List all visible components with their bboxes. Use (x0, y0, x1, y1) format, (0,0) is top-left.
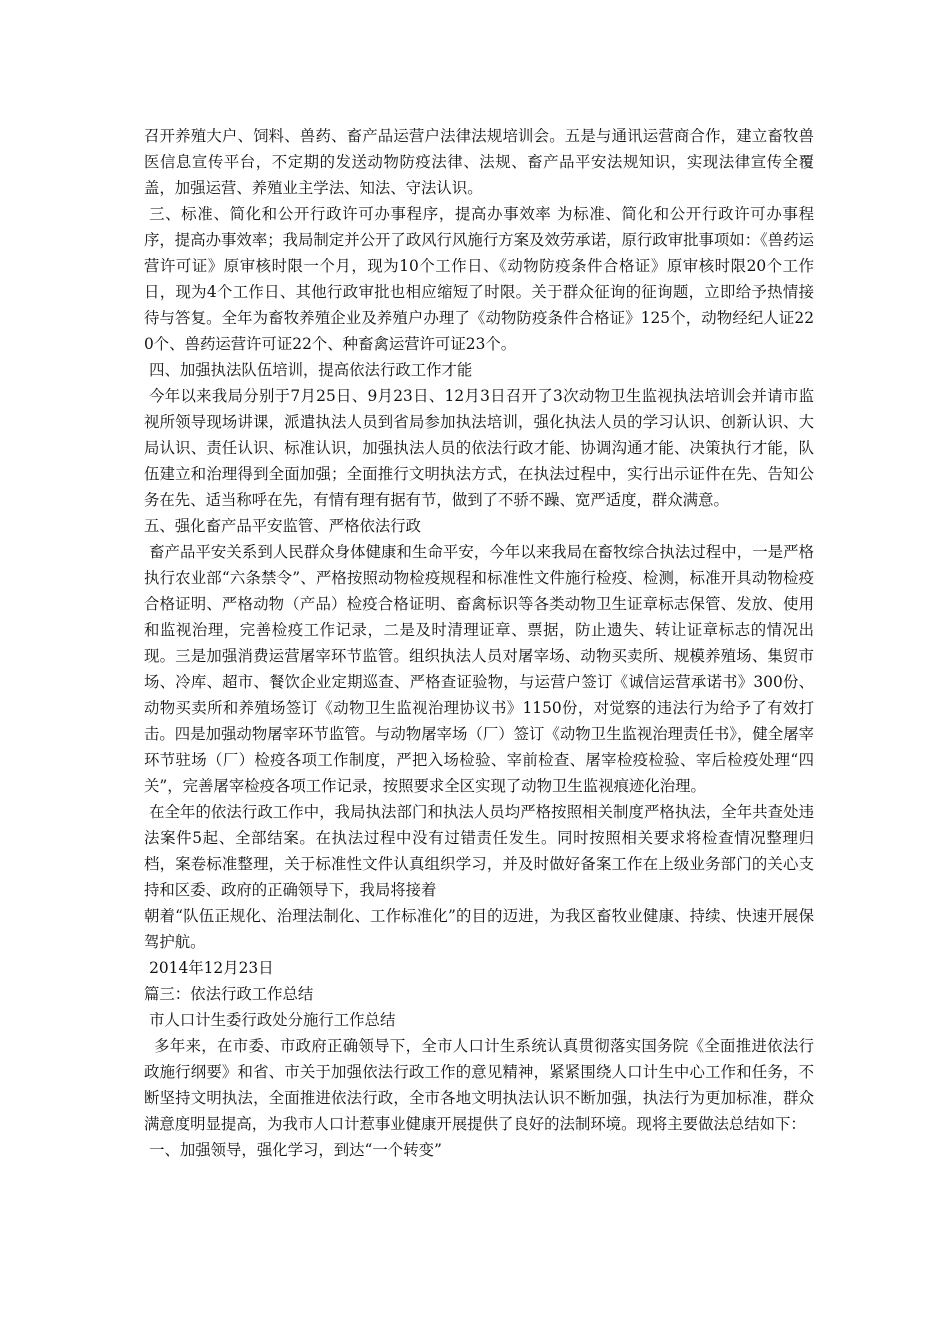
document-date: 2014年12月23日 (149, 959, 274, 977)
document-body (144, 123, 814, 1163)
section-5-paragraph: 畜产品平安关系到人民群众身体健康和生命平安，今年以来我局在畜牧综合执法过程中，一是严格执行农业部“六条禁令”、严格按照动物检疫规程和标准性文件施行检疫、检测，标准开具动物检疫合格证明、严格动物（产品）检疫合格证明、畜禽标识等各类动物卫生证章标志保管、发放、使用和监视治理，完善检疫工作记录，二是及时清理证章、票据，防止遗失、转让证章标志的情况出现。三是加强消费运营屠宰环节监管。组织执法人员对屠宰场、动物买卖所、规模养殖场、集贸市场、冷库、超市、餐饮企业定期巡查、严格查证验物，与运营户签订《诚信运营承诺书》300份、动物买卖所和养殖场签订《动物卫生监视治理协议书》1150份，对觉察的违法行为给予了有效打击。四是加强动物屠宰环节监管。与动物屠宰场（厂）签订《动物卫生监视治理责任书》，健全屠宰环节驻场（厂）检疫各项工作制度，严把入场检验、宰前检查、屠宰检疫检验、宰后检疫处理“四关”，完善屠宰检疫各项工作记录，按照要求全区实现了动物卫生监视痕迹化治理。 (144, 543, 814, 795)
section-4-heading: 四、加强执法队伍培训，提高依法行政工作才能 (149, 361, 473, 379)
section-3-paragraph: 三、标准、简化和公开行政许可办事程序，提高办事效率 为标准、简化和公开行政许可办事程序，提高办事效率；我局制定并公开了政风行风施行方案及效劳承诺，原行政审批事项如：《兽药运营许可证》原审核时限一个月，现为10个工作日、《动物防疫条件合格证》原审核时限20个工作日，现为4个工作日、其他行政审批也相应缩短了时限。关于群众征询的征询题，立即给予热情接待与答复。全年为畜牧养殖企业及养殖户办理了《动物防疫条件合格证》125个，动物经纪人证220个、兽药运营许可证22个、种畜禽运营许可证23个。 (144, 205, 814, 353)
paragraph-1: 召开养殖大户、饲料、兽药、畜产品运营户法律法规培训会。五是与通讯运营商合作，建立畜牧兽医信息宣传平台，不定期的发送动物防疫法律、法规、畜产品平安法规知识，实现法律宣传全覆盖，加强运营、养殖业主学法、知法、守法认识。 (144, 127, 814, 197)
summary-paragraph: 在全年的依法行政工作中，我局执法部门和执法人员均严格按照相关制度严格执法，全年共查处违法案件5起、全部结案。在执法过程中没有过错责任发生。同时按照相关要求将检查情况整理归档，案卷标准整理，关于标准性文件认真组织学习，并及时做好备案工作在上级业务部门的关心支持和区委、政府的正确领导下，我局将接着 (144, 803, 814, 899)
section-5-heading: 五、强化畜产品平安监管、严格依法行政 (144, 517, 422, 535)
chapter-3-section-1-heading: 一、加强领导，强化学习，到达“一个转变” (149, 1141, 442, 1159)
section-4-paragraph: 今年以来我局分别于7月25日、9月23日、12月3日召开了3次动物卫生监视执法培训会并请市监视所领导现场讲课，派遣执法人员到省局参加执法培训，强化执法人员的学习认识、创新认识、大局认识、责任认识、标准认识，加强执法人员的依法行政才能、协调沟通才能、决策执行才能，队伍建立和治理得到全面加强；全面推行文明执法方式，在执法过程中，实行出示证件在先、告知公务在先、适当称呼在先，有情有理有据有节，做到了不骄不躁、宽严适度，群众满意。 (144, 387, 814, 509)
closing-paragraph: 朝着“队伍正规化、治理法制化、工作标准化”的目的迈进，为我区畜牧业健康、持续、快速开展保驾护航。 (144, 907, 814, 951)
chapter-3-subtitle: 市人口计生委行政处分施行工作总结 (149, 1011, 396, 1029)
chapter-3-title: 篇三：依法行政工作总结 (144, 985, 314, 1003)
chapter-3-intro-paragraph: 多年来，在市委、市政府正确领导下，全市人口计生系统认真贯彻落实国务院《全面推进依法行政施行纲要》和省、市关于加强依法行政工作的意见精神，紧紧围绕人口计生中心工作和任务，不断坚持文明执法，全面推进依法行政，全市各地文明执法认识不断加强，执法行为更加标准，群众满意度明显提高，为我市人口计惹事业健康开展提供了良好的法制环境。现将主要做法总结如下： (144, 1037, 814, 1133)
